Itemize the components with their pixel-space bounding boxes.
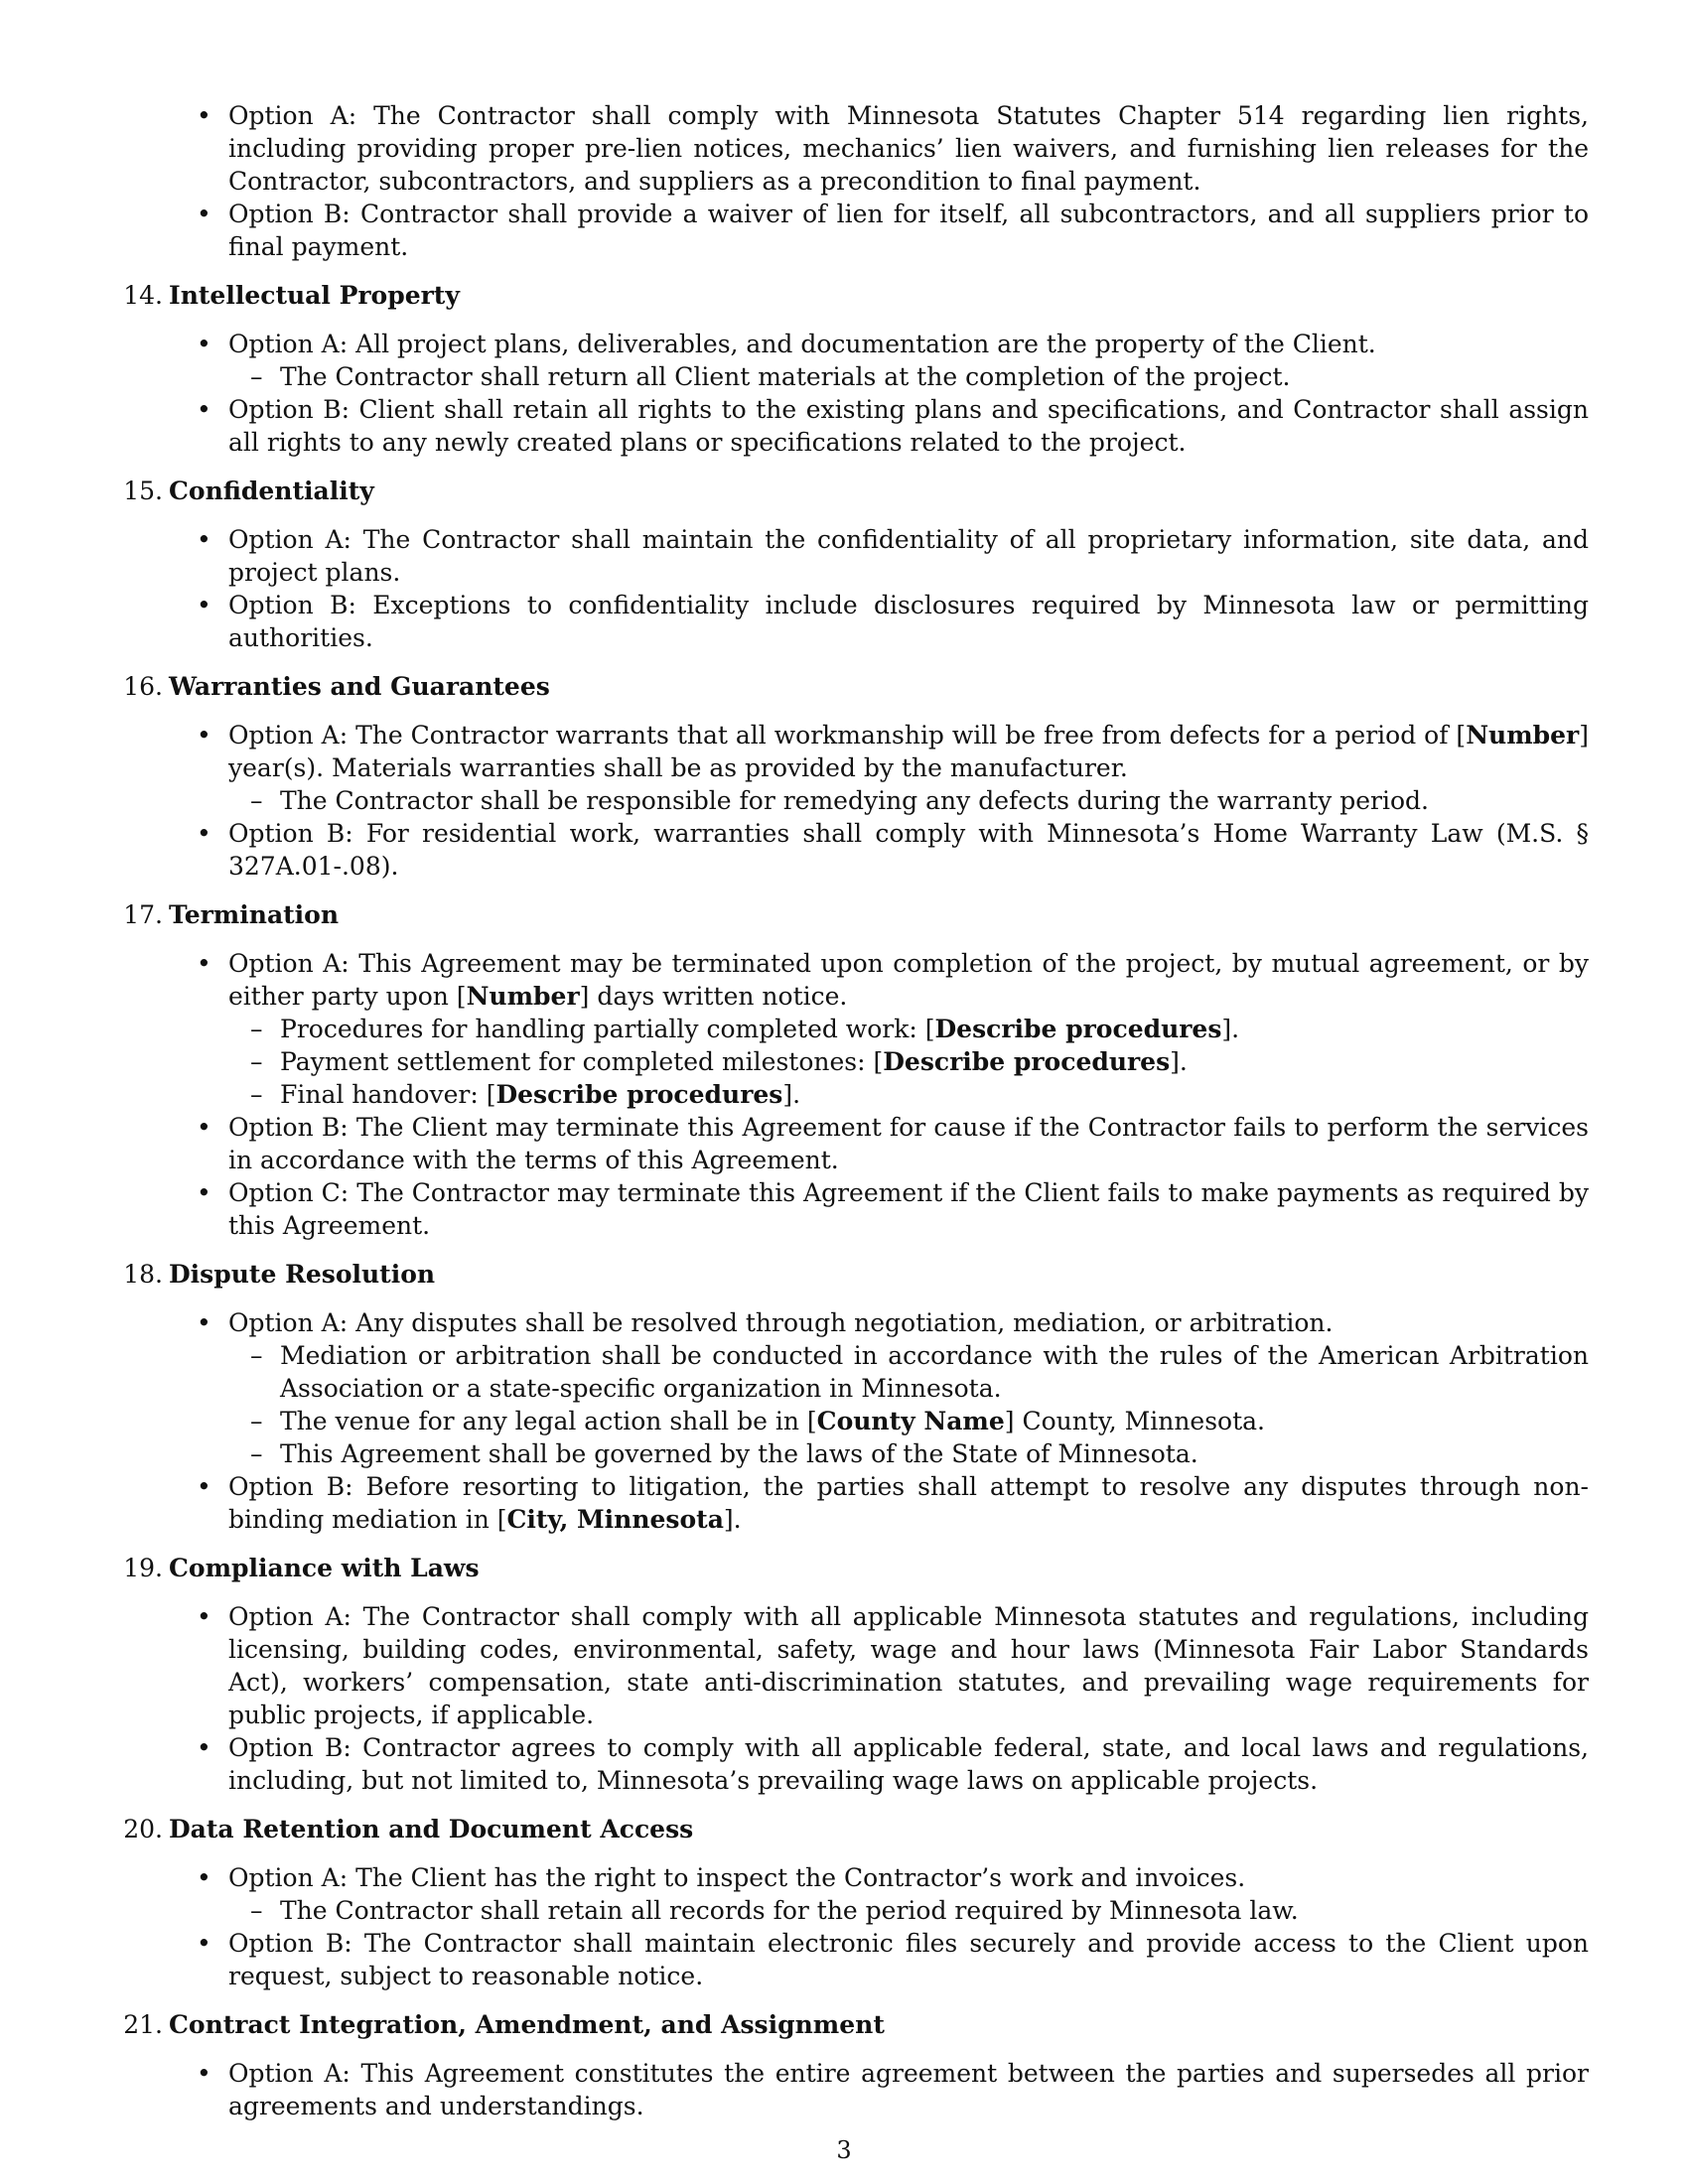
lien-options-list [169,99,1589,263]
section-title: Compliance with Laws [169,1554,480,1582]
document-body [123,99,1589,2122]
placeholder-field: Describe procedures [883,1047,1171,1076]
list-item: • Option A: Any disputes shall be resolved through negotiation, mediation, or arbitration. – Mediation or arbitration shall be conducted in accordance with the rules of the American Arbitration Association or a state-specific organization in Minnesota. – The venue for any legal action shall be in [County Name] County, Minnesota. – This Agreement shall be governed by the laws of the State of Minnesota. [197,1308,1589,1468]
section-termination [123,898,1589,1242]
list-item: • Option A: The Client has the right to inspect the Contractor’s work and invoices. – The Contractor shall retain all records for the period required by Minnesota law. [169,1861,1589,1927]
bullet-icon: • [197,395,211,424]
list-item: • Option A: All project plans, deliverables, and documentation are the property of the Client. – The Contractor shall return all Client materials at the completion of the project. [169,328,1589,393]
list-item: • Option A: The Contractor shall maintain the confidentiality of all proprietary information, site data, and project plans. [197,525,1589,587]
bullet-icon: • [197,525,211,554]
dash-icon: – [250,1015,263,1043]
list-item: • Option A: The Contractor warrants that all workmanship will be free from defects for a period of [Number] year(s). Materials warranties shall be as provided by the manufacturer. – The Contractor shall be responsible for remedying any defects during the warranty period. [197,721,1589,815]
dash-icon: – [250,786,263,815]
section-title: Warranties and Guarantees [169,672,550,701]
section-title: Data Retention and Document Access [169,1815,694,1843]
page-number: 3 [836,2136,852,2164]
section-title: Contract Integration, Amendment, and Assignment [169,2010,885,2039]
list-item: • Option B: Contractor agrees to comply with all applicable federal, state, and local laws and regulations, including, but not limited to, Minnesota’s prevailing wage laws on applicable projects. [197,1733,1589,1795]
section-confidentiality [123,475,1589,654]
bullet-icon: • [197,330,211,358]
section-data-retention [123,1813,1589,1992]
list-item: • Option C: The Contractor may terminate this Agreement if the Client fails to make payments as required by this Agreement. [197,1178,1589,1240]
list-item: • Option B: Client shall retain all rights to the existing plans and specifications, and Contractor shall assign all rights to any newly created plans or specifications related to the project. [197,395,1589,457]
bullet-icon: • [197,1863,211,1892]
list-item: • Option B: The Contractor shall maintain electronic files securely and provide access to the Client upon request, subject to reasonable notice. [197,1929,1589,1990]
section-number: 20. [123,1815,163,1843]
sub-list-item: – The venue for any legal action shall be in [County Name] County, Minnesota. [250,1407,1265,1435]
section-number: 19. [123,1554,163,1582]
bullet-icon: • [197,1308,211,1337]
list-item: • Option A: The Contractor shall comply with all applicable Minnesota statutes and regulations, including licensing, building codes, environmental, safety, wage and hour laws (Minnesota Fair Labor Standards Act), workers’ compensation, state anti-discrimination statutes, and prevailing wage requirements for public projects, if applicable. [197,1602,1589,1729]
section-number: 14. [123,281,163,310]
section-number: 16. [123,672,163,701]
sub-list-item: – Procedures for handling partially completed work: [Describe procedures]. [250,1015,1240,1043]
section-heading [123,1258,1589,1291]
section-intellectual-property [123,279,1589,459]
section-number: 21. [123,2010,163,2039]
bullet-icon: • [197,1178,211,1207]
section-heading [123,670,1589,703]
placeholder-field: City, Minnesota [506,1505,724,1534]
sub-list-item: – Mediation or arbitration shall be conducted in accordance with the rules of the American Arbitration Association or a state-specific organization in Minnesota. [250,1341,1589,1403]
bullet-icon: • [197,101,211,130]
list-item: • Option B: Before resorting to litigation, the parties shall attempt to resolve any disputes through non-binding mediation in [City, Minnesota]. [197,1472,1589,1534]
dash-icon: – [250,362,263,391]
bullet-icon: • [197,1472,211,1501]
bullet-icon: • [197,949,211,978]
section-title: Termination [169,900,340,929]
bullet-icon: • [197,591,211,619]
dash-icon: – [250,1080,263,1109]
section-title: Dispute Resolution [169,1260,436,1289]
placeholder-field: Describe procedures [495,1080,783,1109]
list-item: • Option A: This Agreement may be terminated upon completion of the project, by mutual agreement, or by either party upon [Number] days written notice. – Procedures for handling partially completed work: [Describe procedures]. – Payment settlement for completed milestones: [Describe procedures]. – Final handover: [Describe procedures]. [197,949,1589,1109]
dash-icon: – [250,1341,263,1370]
dash-icon: – [250,1896,263,1925]
sub-list-item: – This Agreement shall be governed by the laws of the State of Minnesota. [250,1439,1198,1468]
section-title: Intellectual Property [169,281,460,310]
sub-list-item: – The Contractor shall retain all records for the period required by Minnesota law. [250,1896,1299,1925]
dash-icon: – [250,1047,263,1076]
bullet-icon: • [197,721,211,750]
bullet-icon: • [197,2059,211,2088]
section-heading [123,279,1589,312]
placeholder-field: Number [1466,721,1580,750]
placeholder-field: County Name [816,1407,1005,1435]
section-dispute-resolution [123,1258,1589,1536]
section-compliance [123,1552,1589,1797]
placeholder-field: Describe procedures [934,1015,1222,1043]
sub-list-item: – The Contractor shall be responsible for remedying any defects during the warranty period. [250,786,1429,815]
sub-list-item: – Final handover: [Describe procedures]. [250,1080,801,1109]
section-number: 17. [123,900,163,929]
section-warranties [123,670,1589,883]
section-heading [123,1552,1589,1584]
list-item: • Option A: The Contractor shall comply with Minnesota Statutes Chapter 514 regarding lien rights, including providing proper pre-lien notices, mechanics’ lien waivers, and furnishing lien releases for the Contractor, subcontractors, and suppliers as a precondition to final payment. [197,101,1589,196]
bullet-icon: • [197,1733,211,1762]
bullet-icon: • [197,1113,211,1142]
sub-list-item: – The Contractor shall return all Client materials at the completion of the project. [250,362,1291,391]
list-item: • Option A: This Agreement constitutes the entire agreement between the parties and supersedes all prior agreements and understandings. [197,2059,1589,2120]
section-contract-integration [123,2008,1589,2122]
section-heading [123,2008,1589,2041]
section-title: Confidentiality [169,477,374,505]
sub-list-item: – Payment settlement for completed milestones: [Describe procedures]. [250,1047,1188,1076]
list-item: • Option B: For residential work, warranties shall comply with Minnesota’s Home Warranty Law (M.S. § 327A.01-.08). [197,819,1589,881]
bullet-icon: • [197,1929,211,1958]
section-number: 18. [123,1260,163,1289]
section-number: 15. [123,477,163,505]
section-heading [123,475,1589,507]
bullet-icon: • [197,1602,211,1631]
section-heading [123,898,1589,931]
list-item: • Option B: Exceptions to confidentiality include disclosures required by Minnesota law or permitting authorities. [197,591,1589,652]
dash-icon: – [250,1407,263,1435]
dash-icon: – [250,1439,263,1468]
section-heading [123,1813,1589,1845]
list-item: • Option B: Contractor shall provide a waiver of lien for itself, all subcontractors, and all suppliers prior to final payment. [197,200,1589,261]
placeholder-field: Number [466,982,580,1011]
bullet-icon: • [197,200,211,228]
bullet-icon: • [197,819,211,848]
list-item: • Option B: The Client may terminate this Agreement for cause if the Contractor fails to perform the services in accordance with the terms of this Agreement. [197,1113,1589,1174]
